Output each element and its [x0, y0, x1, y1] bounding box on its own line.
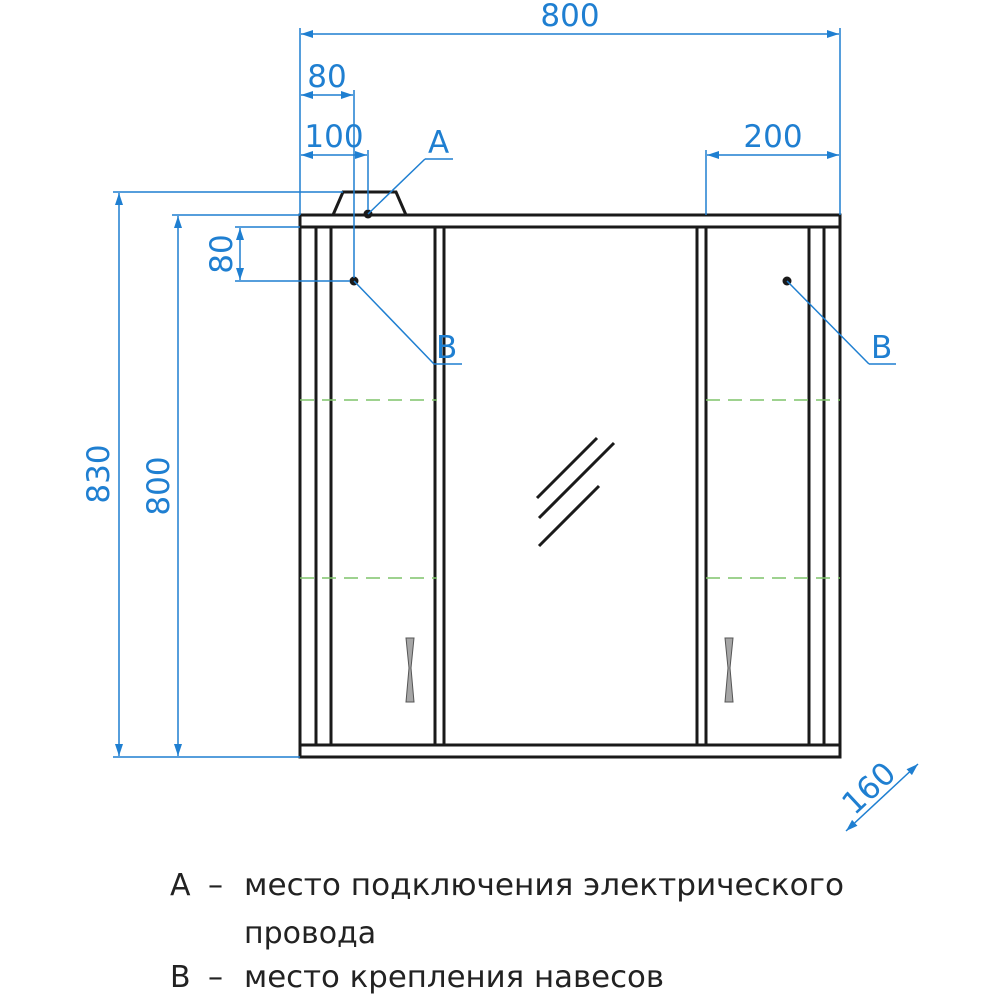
right-door-handle — [725, 638, 733, 702]
left-door-handle — [406, 638, 414, 702]
cabinet-frame — [300, 227, 840, 757]
legend-a-key: A — [170, 868, 191, 903]
top-light-panel — [300, 215, 840, 227]
dimension-right-200-value: 200 — [743, 119, 803, 155]
dimension-left-80-value: 80 — [307, 59, 347, 95]
dimension-total-width-value: 800 — [540, 0, 600, 34]
dimension-cabinet-height-value: 800 — [141, 456, 177, 516]
legend-b-key: B — [170, 960, 191, 995]
cabinet-body — [300, 192, 840, 757]
legend-a-text-line1: место подключения электрического — [244, 868, 844, 903]
legend-b-dash: – — [208, 960, 223, 995]
label-b-left: B — [436, 330, 458, 366]
legend-a-text-line2: провода — [244, 916, 377, 951]
legend-a-dash: – — [208, 868, 223, 903]
mirror-glare-icon — [537, 438, 614, 546]
legend — [170, 868, 844, 995]
dimension-left-100-value: 100 — [304, 119, 364, 155]
dimension-depth-value: 160 — [835, 755, 904, 823]
dimension-cabinet-height — [172, 215, 300, 756]
label-b-right: B — [871, 330, 893, 366]
left-door — [331, 227, 435, 745]
dimension-left-100 — [301, 150, 368, 210]
leader-a — [368, 159, 453, 214]
dimension-vertical-80-value: 80 — [204, 234, 240, 274]
dimension-vertical-80 — [235, 227, 350, 281]
dimension-right-200 — [706, 150, 839, 215]
right-door — [706, 227, 809, 745]
dimension-total-height-value: 830 — [81, 444, 117, 504]
label-a: A — [428, 125, 450, 161]
legend-b-text: место крепления навесов — [244, 960, 664, 995]
